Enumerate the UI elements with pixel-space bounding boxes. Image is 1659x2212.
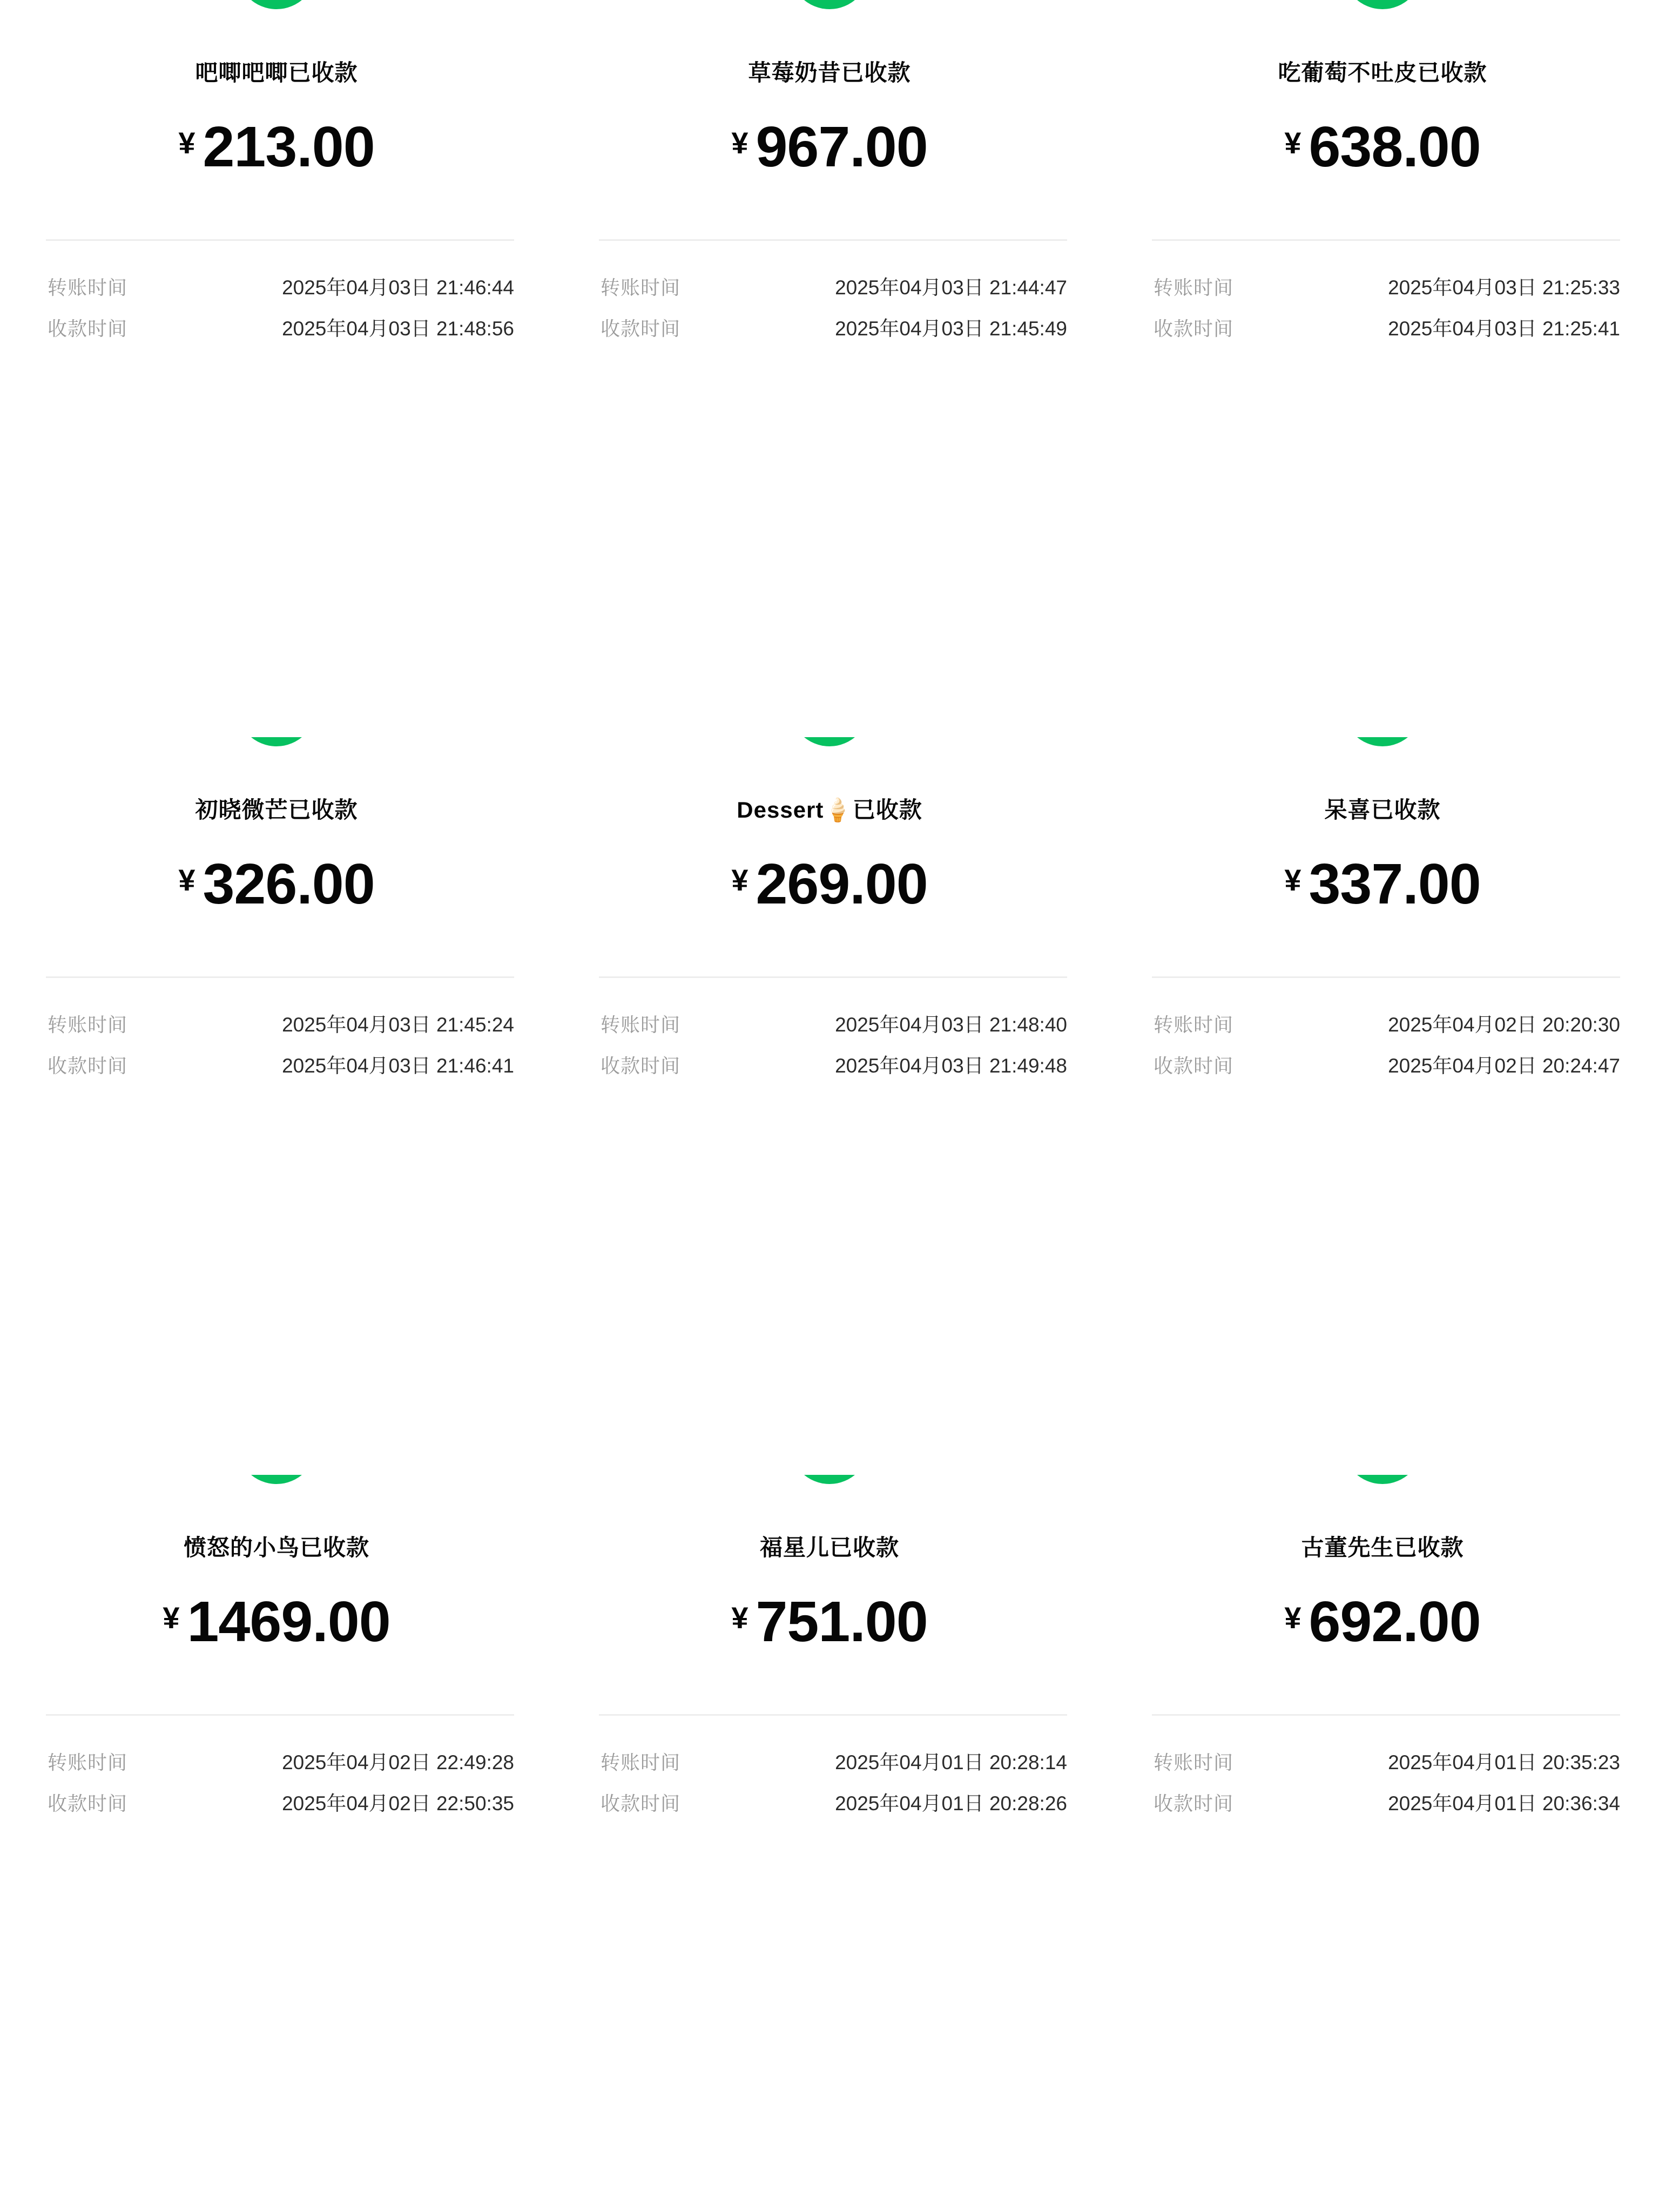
receive-time-value: 2025年04月03日 21:48:56 xyxy=(282,318,514,340)
divider xyxy=(46,239,514,241)
receipt-title: 福星儿已收款 xyxy=(759,1534,899,1560)
transfer-time-value: 2025年04月01日 20:35:23 xyxy=(1388,1751,1620,1773)
receipt-title: 初晓微芒已收款 xyxy=(195,797,358,823)
receive-time-row xyxy=(1154,1787,1620,1816)
transfer-time-row xyxy=(48,1008,514,1037)
transfer-time-label: 转账时间 xyxy=(601,1014,681,1036)
divider xyxy=(599,1714,1067,1716)
receipt-amount xyxy=(553,108,1106,186)
transfer-time-row xyxy=(601,271,1067,300)
wechat-success-circle-icon xyxy=(790,1475,869,1484)
transfer-time-label: 转账时间 xyxy=(1154,1014,1234,1036)
receive-time-label: 收款时间 xyxy=(48,1792,128,1815)
amount-value: 1469.00 xyxy=(187,1589,390,1654)
receive-time-value: 2025年04月02日 22:50:35 xyxy=(282,1792,514,1815)
receipt-title: 愤怒的小鸟已收款 xyxy=(183,1534,369,1560)
divider xyxy=(1152,976,1620,978)
transfer-time-label: 转账时间 xyxy=(601,276,681,299)
receive-time-label: 收款时间 xyxy=(1154,1792,1234,1815)
transfer-time-value: 2025年04月02日 22:49:28 xyxy=(282,1751,514,1773)
yen-symbol: ¥ xyxy=(1284,863,1301,898)
transfer-time-value: 2025年04月03日 21:45:24 xyxy=(282,1014,514,1036)
receipt-card-5 xyxy=(553,737,1106,1474)
receive-time-value: 2025年04月03日 21:49:48 xyxy=(835,1055,1067,1077)
receipt-title: 吃葡萄不吐皮已收款 xyxy=(1278,60,1487,85)
transfer-time-row xyxy=(1154,271,1620,300)
receipt-amount xyxy=(553,1583,1106,1661)
divider xyxy=(46,1714,514,1716)
divider xyxy=(599,976,1067,978)
yen-symbol: ¥ xyxy=(178,863,195,898)
receipt-title: Dessert🍦已收款 xyxy=(737,797,922,823)
receipt-card-9 xyxy=(1106,1475,1659,2212)
transfer-time-row xyxy=(1154,1746,1620,1775)
wechat-success-circle-icon xyxy=(790,0,869,9)
wechat-success-circle-icon xyxy=(237,0,316,9)
transfer-time-row xyxy=(48,1746,514,1775)
yen-symbol: ¥ xyxy=(731,126,748,160)
transfer-time-value: 2025年04月03日 21:25:33 xyxy=(1388,276,1620,299)
receive-time-label: 收款时间 xyxy=(48,1055,128,1077)
divider xyxy=(599,239,1067,241)
receive-time-row xyxy=(1154,1049,1620,1078)
receipt-card-6 xyxy=(1106,737,1659,1474)
receipt-amount xyxy=(1106,845,1659,923)
receive-time-row xyxy=(601,1049,1067,1078)
yen-symbol: ¥ xyxy=(163,1600,180,1635)
receipt-card-7 xyxy=(0,1475,553,2212)
amount-value: 967.00 xyxy=(756,115,928,179)
receipt-amount xyxy=(1106,1583,1659,1661)
wechat-success-circle-icon xyxy=(237,1475,316,1484)
receipt-title: 古董先生已收款 xyxy=(1301,1534,1464,1560)
receipt-amount xyxy=(0,1583,553,1661)
receive-time-value: 2025年04月03日 21:25:41 xyxy=(1388,318,1620,340)
receive-time-label: 收款时间 xyxy=(48,318,128,340)
receive-time-row xyxy=(48,1049,514,1078)
divider xyxy=(46,976,514,978)
amount-value: 326.00 xyxy=(203,852,375,916)
transfer-time-row xyxy=(601,1746,1067,1775)
transfer-time-value: 2025年04月03日 21:48:40 xyxy=(835,1014,1067,1036)
receipt-card-2 xyxy=(553,0,1106,737)
amount-value: 337.00 xyxy=(1309,852,1481,916)
receive-time-row xyxy=(48,1787,514,1816)
wechat-success-circle-icon xyxy=(790,737,869,746)
receive-time-row xyxy=(1154,312,1620,341)
transfer-time-label: 转账时间 xyxy=(48,1014,128,1036)
amount-value: 269.00 xyxy=(756,852,928,916)
receive-time-label: 收款时间 xyxy=(601,1792,681,1815)
receive-time-row xyxy=(601,1787,1067,1816)
transfer-time-label: 转账时间 xyxy=(48,1751,128,1773)
receive-time-label: 收款时间 xyxy=(601,1055,681,1077)
transfer-time-row xyxy=(1154,1008,1620,1037)
divider xyxy=(1152,239,1620,241)
wechat-success-circle-icon xyxy=(1343,0,1422,9)
receive-time-value: 2025年04月02日 20:24:47 xyxy=(1388,1055,1620,1077)
receive-time-value: 2025年04月03日 21:46:41 xyxy=(282,1055,514,1077)
transfer-time-value: 2025年04月02日 20:20:30 xyxy=(1388,1014,1620,1036)
receive-time-value: 2025年04月01日 20:36:34 xyxy=(1388,1792,1620,1815)
amount-value: 638.00 xyxy=(1309,115,1481,179)
transfer-time-value: 2025年04月03日 21:46:44 xyxy=(282,276,514,299)
receive-time-row xyxy=(601,312,1067,341)
receipt-title: 呆喜已收款 xyxy=(1324,797,1441,823)
transfer-time-label: 转账时间 xyxy=(1154,1751,1234,1773)
receive-time-label: 收款时间 xyxy=(1154,1055,1234,1077)
transfer-time-value: 2025年04月01日 20:28:14 xyxy=(835,1751,1067,1773)
receive-time-row xyxy=(48,312,514,341)
receipt-amount xyxy=(0,845,553,923)
transfer-time-row xyxy=(48,271,514,300)
receive-time-label: 收款时间 xyxy=(601,318,681,340)
receipt-amount xyxy=(553,845,1106,923)
receive-time-value: 2025年04月03日 21:45:49 xyxy=(835,318,1067,340)
receipt-card-8 xyxy=(553,1475,1106,2212)
yen-symbol: ¥ xyxy=(731,863,748,898)
receipt-title: 吧唧吧唧已收款 xyxy=(195,60,358,85)
transfer-time-label: 转账时间 xyxy=(1154,276,1234,299)
yen-symbol: ¥ xyxy=(1284,1600,1301,1635)
transfer-time-row xyxy=(601,1008,1067,1037)
receive-time-label: 收款时间 xyxy=(1154,318,1234,340)
divider xyxy=(1152,1714,1620,1716)
transfer-time-label: 转账时间 xyxy=(48,276,128,299)
amount-value: 751.00 xyxy=(756,1589,928,1654)
receipt-card-3 xyxy=(1106,0,1659,737)
wechat-success-circle-icon xyxy=(1343,1475,1422,1484)
receive-time-value: 2025年04月01日 20:28:26 xyxy=(835,1792,1067,1815)
transfer-time-value: 2025年04月03日 21:44:47 xyxy=(835,276,1067,299)
transfer-time-label: 转账时间 xyxy=(601,1751,681,1773)
receipt-title: 草莓奶昔已收款 xyxy=(748,60,911,85)
wechat-success-circle-icon xyxy=(1343,737,1422,746)
wechat-success-circle-icon xyxy=(237,737,316,746)
receipt-amount xyxy=(0,108,553,186)
yen-symbol: ¥ xyxy=(731,1600,748,1635)
receipt-card-4 xyxy=(0,737,553,1474)
yen-symbol: ¥ xyxy=(178,126,195,160)
receipt-amount xyxy=(1106,108,1659,186)
amount-value: 692.00 xyxy=(1309,1589,1481,1654)
amount-value: 213.00 xyxy=(203,115,375,179)
receipt-card-1 xyxy=(0,0,553,737)
yen-symbol: ¥ xyxy=(1284,126,1301,160)
